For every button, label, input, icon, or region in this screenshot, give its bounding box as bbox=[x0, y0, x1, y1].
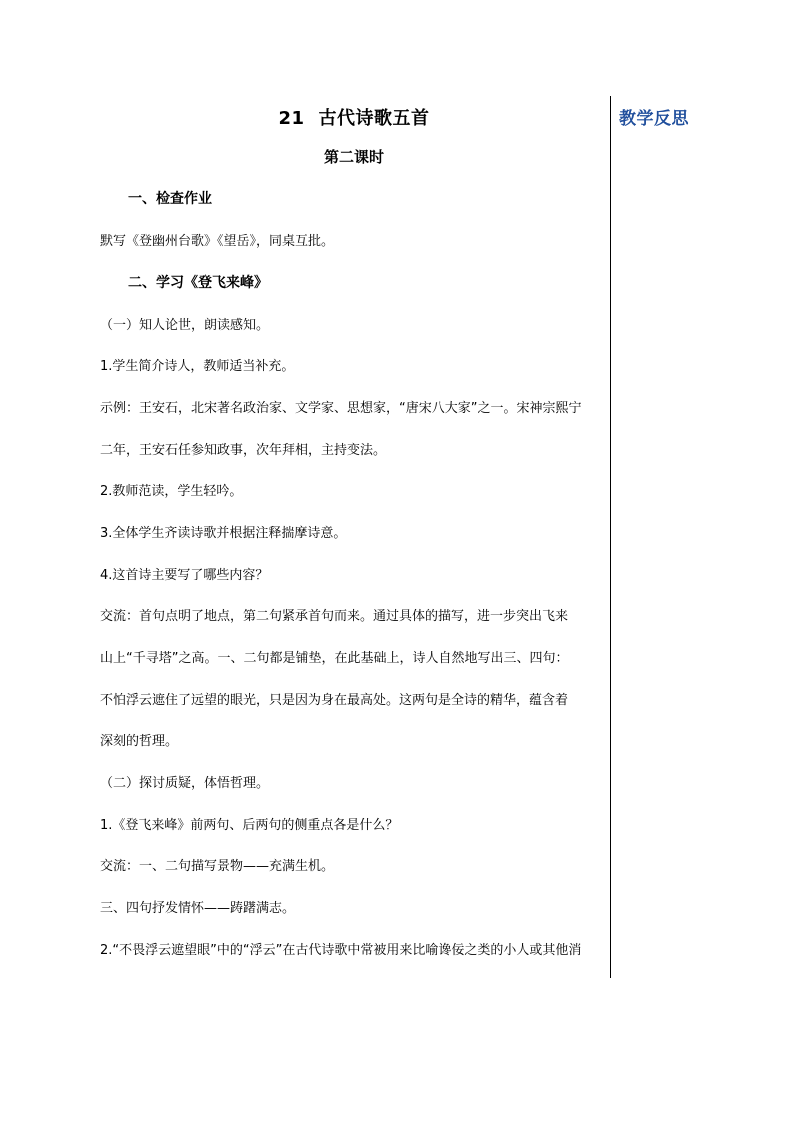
paragraph-line: 1.学生简介诗人，教师适当补充。 bbox=[100, 359, 295, 374]
column-divider bbox=[610, 96, 611, 978]
lesson-title bbox=[100, 104, 608, 130]
paragraph-line: 交流：一、二句描写景物——充满生机。 bbox=[100, 859, 335, 874]
paragraph-line: 2.“不畏浮云遮望眼”中的“浮云”在古代诗歌中常被用来比喻谗佞之类的小人或其他消 bbox=[100, 943, 582, 958]
lesson-period: 第二课时 bbox=[323, 148, 384, 166]
subsection-heading: （一）知人论世，朗读感知。 bbox=[100, 318, 270, 333]
paragraph-line: 4.这首诗主要写了哪些内容？ bbox=[100, 568, 269, 583]
section-heading-study-poem: 二、学习《登飞来峰》 bbox=[128, 275, 268, 291]
paragraph-line: 3.全体学生齐读诗歌并根据注释揣摩诗意。 bbox=[100, 526, 347, 541]
paragraph-line: 2.教师范读，学生轻吟。 bbox=[100, 484, 243, 499]
reflection-column bbox=[619, 104, 779, 129]
lesson-number: 21 bbox=[278, 108, 305, 129]
subsection-heading: （二）探讨质疑，体悟哲理。 bbox=[100, 776, 270, 791]
paragraph-line: 交流：首句点明了地点，第二句紧承首句而来。通过具体的描写，进一步突出飞来 bbox=[100, 609, 569, 624]
paragraph-line: 示例：王安石，北宋著名政治家、文学家、思想家，“唐宋八大家”之一。宋神宗熙宁 bbox=[100, 401, 582, 416]
lesson-plan-body bbox=[100, 92, 608, 978]
section-heading-check-homework: 一、检查作业 bbox=[128, 191, 212, 207]
paragraph-line: 三、四句抒发情怀——踌躇满志。 bbox=[100, 901, 296, 916]
paragraph-line: 二年，王安石任参知政事，次年拜相，主持变法。 bbox=[100, 443, 387, 458]
reflection-title: 教学反思 bbox=[619, 109, 689, 129]
paragraph-line: 1.《登飞来峰》前两句、后两句的侧重点各是什么？ bbox=[100, 818, 399, 833]
lesson-title-text: 古代诗歌五首 bbox=[318, 108, 430, 129]
paragraph-line: 不怕浮云遮住了远望的眼光，只是因为身在最高处。这两句是全诗的精华，蕴含着 bbox=[100, 693, 569, 708]
paragraph-line: 深刻的哲理。 bbox=[100, 734, 179, 749]
paragraph-line: 默写《登幽州台歌》《望岳》，同桌互批。 bbox=[100, 234, 335, 249]
paragraph-line: 山上“千寻塔”之高。一、二句都是铺垫，在此基础上，诗人自然地写出三、四句： bbox=[100, 651, 569, 666]
